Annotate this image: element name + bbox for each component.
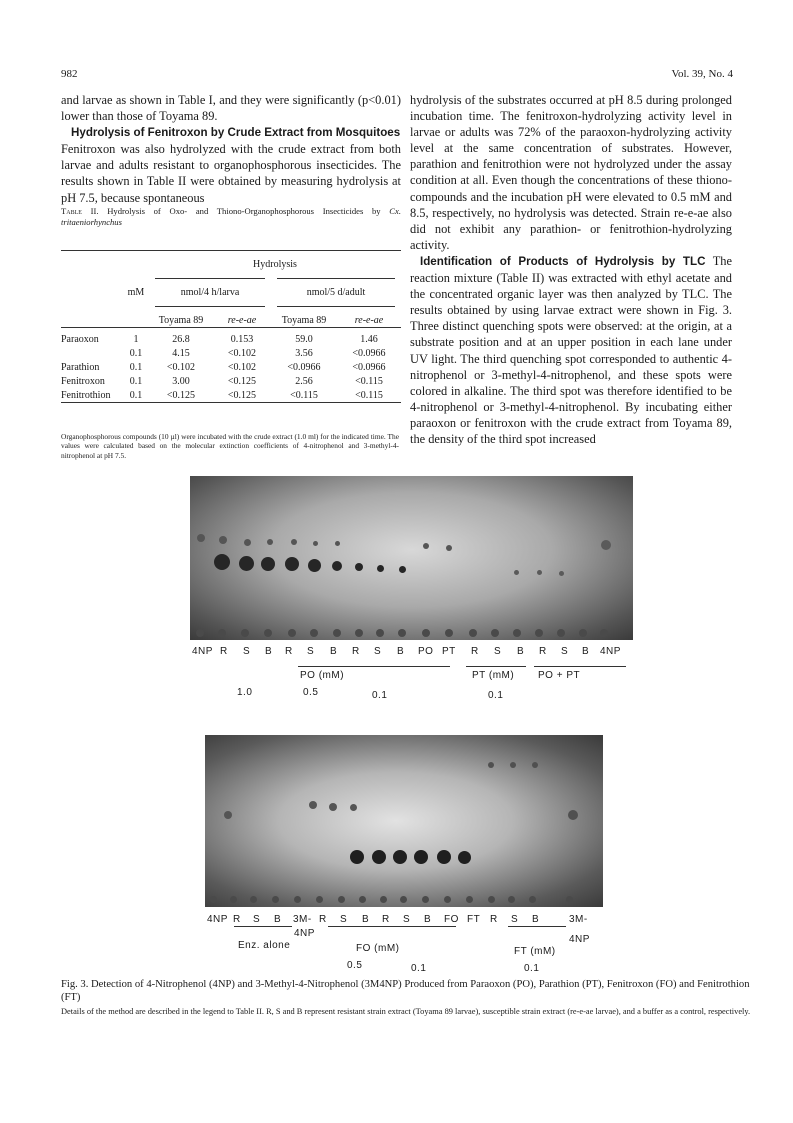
tlc-spot — [532, 762, 538, 768]
figure-details: Details of the method are described in the legend to Table II. R, S and B represent resistant strain extract (Toyama 89 larvae), susceptible strain extract (re-e-ae larvae), and a buffer as a control, respectively. — [61, 1007, 751, 1016]
table-row: Fenitroxon 0.1 3.00 <0.125 2.56 <0.115 — [61, 375, 383, 387]
lane-label: R — [233, 914, 241, 925]
lane-label: R — [319, 914, 327, 925]
table-footnote: Organophosphorous compounds (10 µl) were incubated with the crude extract (1.0 ml) for the indicated time. The values were calculated based on the molecular extinction coefficients of 4-nitrophenol and 3-methyl-4-nitrophenol at pH 7.5. — [61, 432, 399, 460]
tlc-spot — [446, 545, 452, 551]
tlc-spot — [568, 810, 578, 820]
tlc-spot — [491, 629, 499, 637]
tlc-spot — [350, 850, 364, 864]
lane-label: 3M- — [293, 914, 312, 925]
tlc-spot — [264, 629, 272, 637]
tlc-spot — [285, 557, 299, 571]
tlc-spot — [239, 556, 254, 571]
tlc-spot — [579, 629, 587, 637]
lane-label: R — [490, 914, 498, 925]
tlc-spot — [288, 629, 296, 637]
tlc-plate-2 — [205, 735, 603, 907]
tlc-spot — [529, 896, 536, 903]
tlc-spot — [557, 629, 565, 637]
tlc-spot — [241, 629, 249, 637]
tlc-spot — [261, 557, 275, 571]
tlc-spot — [310, 629, 318, 637]
tlc-spot — [376, 629, 384, 637]
lane-label-3m-suffix: 4NP — [569, 934, 590, 945]
tlc-spot — [267, 539, 273, 545]
tlc-spot — [488, 896, 495, 903]
tlc-spot — [250, 896, 257, 903]
table-row: Fenitrothion 0.1 <0.125 <0.125 <0.115 <0.115 — [61, 389, 383, 401]
table-header-hydrolysis: Hydrolysis — [253, 258, 297, 270]
tlc-spot — [566, 896, 573, 903]
tlc-spot — [196, 629, 204, 637]
tlc-spot — [355, 629, 363, 637]
tlc-spot — [313, 541, 318, 546]
tlc-spot — [338, 896, 345, 903]
group-label-fo: FO (mM) — [356, 943, 400, 954]
table-header-larva: nmol/4 h/larva — [180, 286, 240, 298]
lane-label: 3M- — [569, 914, 588, 925]
lane-label: S — [340, 914, 348, 925]
group-label-po-pt: PO + PT — [538, 670, 581, 681]
lane-label: B — [582, 646, 590, 657]
section-heading-fenitroxon: Hydrolysis of Fenitroxon by Crude Extract from Mosquitoes — [71, 126, 401, 140]
tlc-spot — [224, 811, 232, 819]
lane-label: B — [424, 914, 432, 925]
group-label-enz-alone: Enz. alone — [238, 940, 291, 951]
tlc-spot — [393, 850, 407, 864]
lane-label: S — [253, 914, 261, 925]
group-label-po: PO (mM) — [300, 670, 345, 681]
lane-label: S — [561, 646, 569, 657]
table-header-reeae-larva: re-e-ae — [227, 314, 257, 326]
conc-label: 0.1 — [488, 690, 504, 701]
tlc-spot — [537, 570, 542, 575]
lane-label: FO — [444, 914, 459, 925]
group-label-ft: FT (mM) — [514, 946, 556, 957]
lane-label: R — [285, 646, 293, 657]
tlc-spot — [414, 850, 428, 864]
lane-label: B — [362, 914, 370, 925]
left-paragraph-2: Fenitroxon was also hydrolyzed with the crude extract from both larvae and adults resistant to organophosphorous insecticides. The results shown in Table II were obtained by measuring hydrolysis at pH 7.5, because spontaneous — [61, 142, 401, 205]
tlc-spot — [399, 566, 406, 573]
conc-label: 0.1 — [524, 963, 540, 974]
conc-label: 0.1 — [411, 963, 427, 974]
tlc-spot — [355, 563, 363, 571]
tlc-spot — [466, 896, 473, 903]
table-row: Parathion 0.1 <0.102 <0.102 <0.0966 <0.0966 — [61, 361, 386, 373]
table-caption: Table II. Hydrolysis of Oxo- and Thiono-Organophosphorous Insecticides by Cx. tritaeniorhynchus — [61, 205, 401, 227]
journal-volume: Vol. 39, No. 4 — [671, 68, 733, 80]
group-label-pt: PT (mM) — [472, 670, 515, 681]
lane-label: S — [494, 646, 502, 657]
table-header-reeae-adult: re-e-ae — [354, 314, 384, 326]
right-paragraph-1: hydrolysis of the substrates occurred at pH 8.5 during prolonged incubation time. The fenitroxon-hydrolyzing activity level in larvae or adults was 72% of the paraoxon-hydrolyzing activity level at the same concentration of substrates. However, parathion and fenitrothion were not hydrolyzed under the assay condition at all. Even though the concentrations of these thiono-compounds and the incubation pH were elevated to 0.5 mM and 8.5, respectively, no hydrolysis was detected. Strain re-e-ae also did not exhibit any parathion- or fenitrothion-hydrolyzing activity. — [410, 93, 732, 252]
tlc-spot — [210, 896, 217, 903]
lane-label: S — [243, 646, 251, 657]
lane-label: S — [374, 646, 382, 657]
lane-label: R — [539, 646, 547, 657]
tlc-spot — [559, 571, 564, 576]
lane-label: R — [471, 646, 479, 657]
conc-label: 0.1 — [372, 690, 388, 701]
tlc-spot — [380, 896, 387, 903]
lane-label: S — [307, 646, 315, 657]
tlc-spot — [291, 539, 297, 545]
tlc-spot — [514, 570, 519, 575]
lane-label: B — [265, 646, 273, 657]
section-heading-tlc: Identification of Products of Hydrolysis by TLC — [420, 254, 706, 268]
conc-label: 1.0 — [237, 687, 253, 698]
tlc-spot — [398, 629, 406, 637]
tlc-spot — [510, 762, 516, 768]
page-number: 982 — [61, 68, 78, 80]
tlc-spot — [219, 536, 227, 544]
lane-label: PT — [442, 646, 456, 657]
tlc-spot — [332, 561, 342, 571]
lane-label: 4NP — [192, 646, 213, 657]
tlc-spot — [458, 851, 471, 864]
lane-label: 4NP — [207, 914, 228, 925]
lane-label: FT — [467, 914, 481, 925]
tlc-spot — [422, 629, 430, 637]
tlc-spot — [329, 803, 337, 811]
tlc-spot — [377, 565, 384, 572]
tlc-spot — [333, 629, 341, 637]
tlc-spot — [272, 896, 279, 903]
tlc-spot — [230, 896, 237, 903]
lane-label: R — [352, 646, 360, 657]
table-header-toyama-larva: Toyama 89 — [158, 314, 204, 326]
lane-label: S — [511, 914, 519, 925]
tlc-spot — [513, 629, 521, 637]
tlc-spot — [372, 850, 386, 864]
left-column — [61, 92, 401, 228]
tlc-spot — [535, 629, 543, 637]
table-header-toyama-adult: Toyama 89 — [281, 314, 327, 326]
right-paragraph-2: The reaction mixture (Table II) was extracted with ethyl acetate and the concentrated organic layer was then analyzed by TLC. The results obtained by using larvae extract were shown in Fig. 3. Three distinct quenching spots were observed: at the origin, at a substrate position and at an upper position in each lane under UV light. The third quenching spot corresponded to authentic 4-nitrophenol or 3-methyl-4-nitrophenol, and these spots were colored in alkaline. The third spot was therefore identified to be 4-nitrophenol or 3-methyl-4-nitrophenol. By incubating either paraoxon or fenitroxon with the crude extract from Toyama 89, the density of the third spot increased — [410, 253, 732, 446]
tlc-plate-1 — [190, 476, 633, 640]
table-header-adult: nmol/5 d/adult — [306, 286, 366, 298]
tlc-spot — [422, 896, 429, 903]
tlc-spot — [444, 896, 451, 903]
tlc-spot — [316, 896, 323, 903]
conc-label: 0.5 — [347, 960, 363, 971]
lane-label: B — [397, 646, 405, 657]
tlc-spot — [508, 896, 515, 903]
right-column — [410, 92, 732, 447]
lane-label: PO — [418, 646, 434, 657]
tlc-spot — [244, 539, 251, 546]
tlc-spot — [445, 629, 453, 637]
tlc-spot — [488, 762, 494, 768]
figure-caption: Fig. 3. Detection of 4-Nitrophenol (4NP) and 3-Methyl-4-Nitrophenol (3M4NP) Produced from Paraoxon (PO), Parathion (PT), Fenitroxon (FO) and Fenitrothion (FT) — [61, 979, 750, 1003]
lane-label: R — [382, 914, 390, 925]
lane-label: S — [403, 914, 411, 925]
tlc-spot — [350, 804, 357, 811]
tlc-spot — [294, 896, 301, 903]
tlc-spot — [423, 543, 429, 549]
tlc-spot — [335, 541, 340, 546]
tlc-spot — [308, 559, 321, 572]
lane-label: 4NP — [600, 646, 621, 657]
table-row: 0.1 4.15 <0.102 3.56 <0.0966 — [129, 347, 386, 359]
tlc-spot — [197, 534, 205, 542]
tlc-spot — [437, 850, 451, 864]
tlc-spot — [309, 801, 317, 809]
table-row: Paraoxon 1 26.8 0.153 59.0 1.46 — [61, 333, 378, 345]
tlc-spot — [600, 629, 608, 637]
tlc-spot — [469, 629, 477, 637]
table-header-mm: mM — [127, 286, 145, 298]
conc-label: 0.5 — [303, 687, 319, 698]
tlc-spot — [601, 540, 611, 550]
tlc-spot — [400, 896, 407, 903]
lane-label: B — [330, 646, 338, 657]
lane-label: R — [220, 646, 228, 657]
left-paragraph-1: and larvae as shown in Table I, and they were significantly (p<0.01) lower than those of Toyama 89. — [61, 93, 401, 124]
lane-label: B — [532, 914, 540, 925]
table-ii — [61, 250, 401, 407]
lane-label: B — [517, 646, 525, 657]
tlc-spot — [359, 896, 366, 903]
lane-label-3m-suffix: 4NP — [294, 928, 315, 939]
tlc-spot — [214, 554, 230, 570]
tlc-spot — [218, 629, 226, 637]
lane-label: B — [274, 914, 282, 925]
